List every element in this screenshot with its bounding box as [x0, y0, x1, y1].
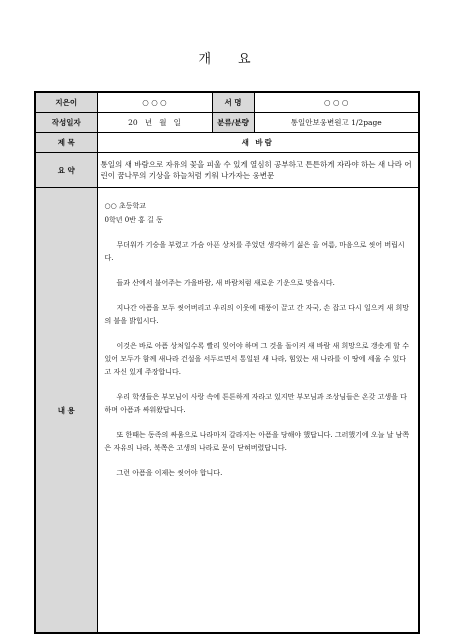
date-row — [35, 113, 419, 133]
name-value: ○ ○ ○ — [254, 92, 419, 113]
content-paragraph: 이것은 바로 아픔 상처일수록 빨리 잊어야 하며 그 것을 돌이켜 새 바람 새 희망으로 갱솟게 할 수 있어 모두가 함께 새나라 건설을 서두르면서 통일된 새 나라, 힘있는 새 나라를 이 땅에 세울 수 있다고 자신 있게 주장합니다. — [104, 342, 410, 376]
title-char-2: 요 — [238, 52, 252, 67]
content-row — [35, 188, 419, 634]
content-paragraph: 무더워가 기승을 부렸고 가슴 아픈 상처를 주었던 생각하기 싫은 올 여름, 마음으로 씻어 버립시다. — [104, 241, 405, 262]
overview-form-table — [34, 91, 420, 634]
summary-value: 통일의 새 바람으로 자유의 꽃을 피울 수 있게 열심히 공부하고 튼튼하게 자라야 하는 새 나라 어린이 꿈나무의 기상을 하늘처럼 키워 나가자는 웅변문 — [97, 153, 419, 188]
author-row — [35, 92, 419, 113]
date-label: 작성일자 — [35, 113, 97, 133]
author-label: 지은이 — [35, 92, 97, 113]
summary-label: 요 약 — [35, 153, 97, 188]
content-paragraph: 우리 학생들은 부모님이 사랑 속에 튼튼하게 자라고 있지만 부모님과 조상님들은 온갖 고생을 다하며 아픔과 싸워왔답니다. — [104, 393, 407, 414]
subject-value: 새 바람 — [97, 133, 419, 153]
name-label: 서 명 — [212, 92, 254, 113]
summary-row — [35, 153, 419, 188]
student-name: 0학년 0반 홍 길 동 — [104, 216, 163, 224]
content-paragraph: 또 한때는 동족의 싸움으로 나라마저 갈라지는 아픔을 당해야 했답니다. 그러했기에 오늘 날 남쪽은 자유의 나라, 북쪽은 고생의 나라로 문이 닫혀버렸답니다. — [104, 431, 410, 452]
title-char-1: 개 — [198, 52, 212, 67]
content-paragraph: 들과 산에서 불어주는 가을바람, 새 바람처럼 새로운 기운으로 맞읍시다. — [116, 279, 335, 287]
category-label: 분류/분량 — [212, 113, 254, 133]
school-name: ○○ 초등학교 — [104, 202, 146, 210]
document-title — [0, 48, 450, 67]
content-paragraph: 그런 아픔을 이제는 씻어야 합니다. — [116, 469, 223, 477]
date-value: 20 년 월 일 — [97, 113, 212, 133]
author-value: ○ ○ ○ — [97, 92, 212, 113]
subject-label: 제 목 — [35, 133, 97, 153]
subject-row — [35, 133, 419, 153]
category-value: 통일안보웅변원고 1/2page — [254, 113, 419, 133]
content-label: 내 용 — [35, 188, 97, 634]
content-paragraph: 지나간 아픔을 모두 씻어버리고 우리의 이웃에 태풍이 끌고 간 자국, 손 잡고 다시 일으켜 새 희망의 불을 밝힙시다. — [104, 304, 410, 325]
content-body — [97, 188, 419, 634]
